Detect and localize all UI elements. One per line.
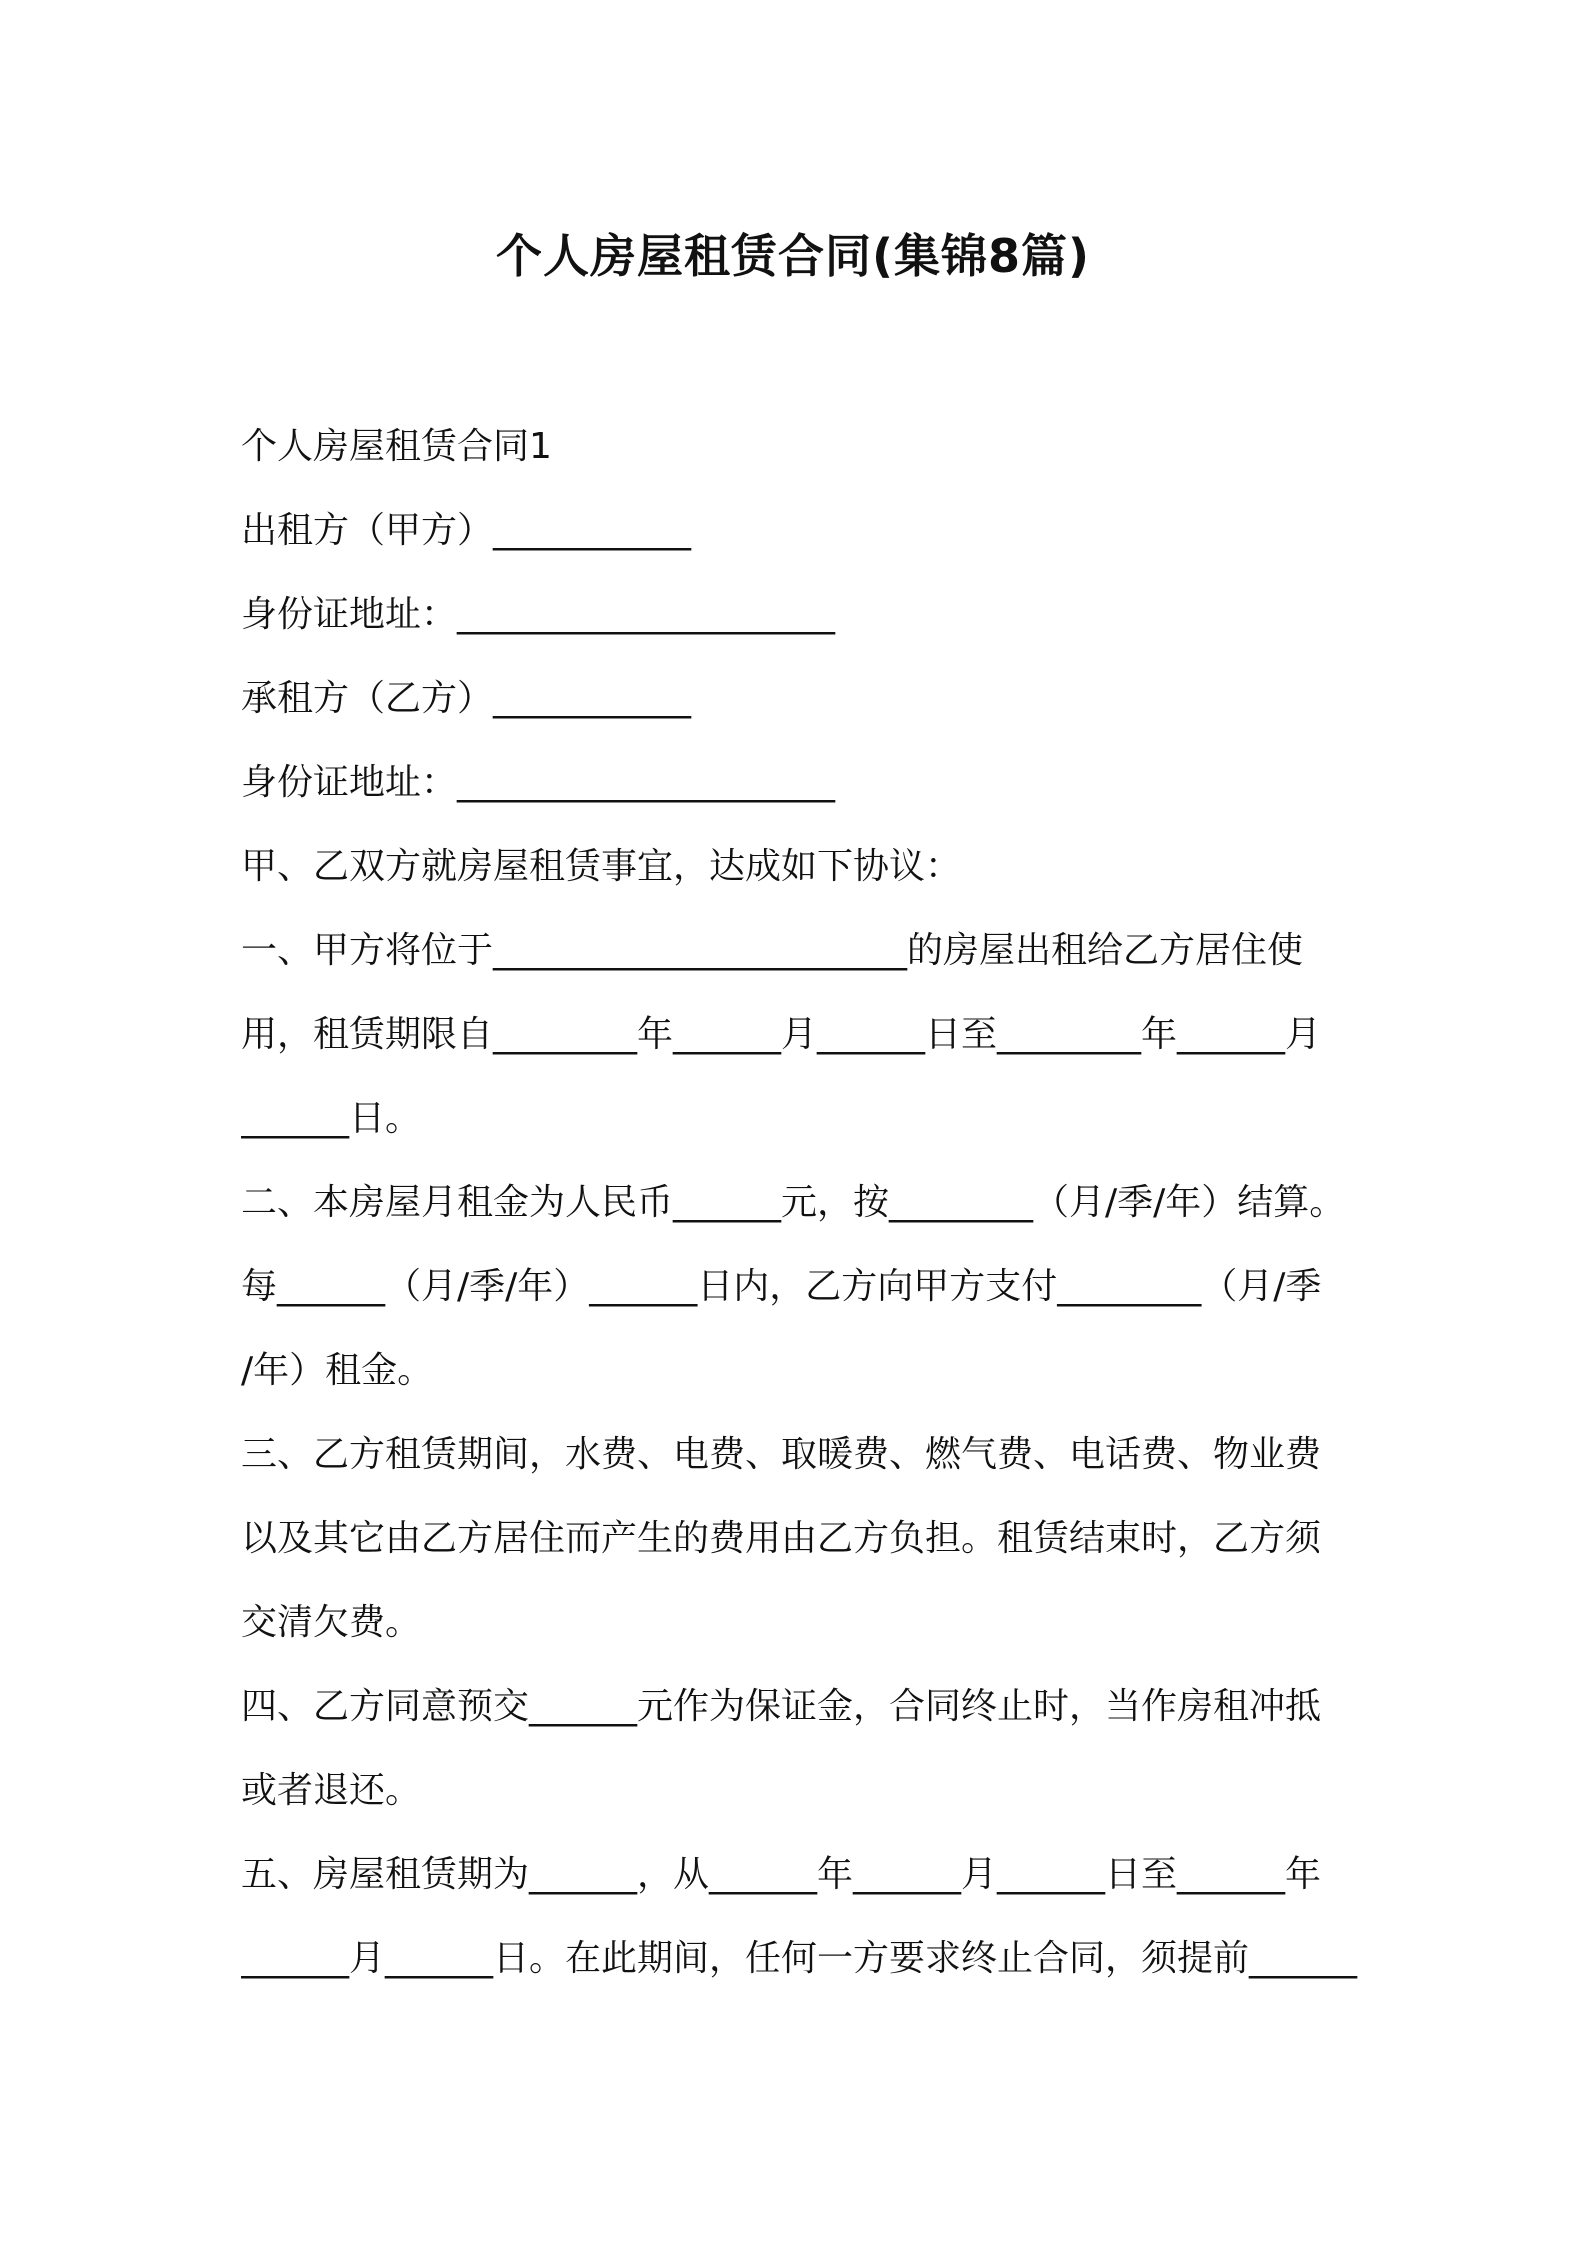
document-title: 个人房屋租赁合同(集锦8篇) xyxy=(495,229,1091,283)
clause-2-line-3: /年）租金。 xyxy=(241,1350,434,1391)
lessee-id-address-line: 身份证地址：_____________________ xyxy=(241,762,836,803)
agreement-intro-line: 甲、乙双方就房屋租赁事宜，达成如下协议： xyxy=(241,846,962,887)
lessor-line: 出租方（甲方）___________ xyxy=(241,510,692,551)
clause-3-line-3: 交清欠费。 xyxy=(241,1602,422,1643)
clause-2-line-1: 二、本房屋月租金为人民币______元，按________（月/季/年）结算。 xyxy=(241,1182,1346,1223)
section-heading: 个人房屋租赁合同1 xyxy=(241,426,552,467)
clause-5-line-2: ______月______日。在此期间，任何一方要求终止合同，须提前______ xyxy=(241,1938,1358,1979)
clause-1-line-1: 一、甲方将位于_______________________的房屋出租给乙方居住使 xyxy=(241,930,1304,971)
clause-5-line-1: 五、房屋租赁期为______，从______年______月______日至______年 xyxy=(241,1854,1322,1895)
clause-3-line-1: 三、乙方租赁期间，水费、电费、取暖费、燃气费、电话费、物业费 xyxy=(241,1434,1322,1475)
clause-3-line-2: 以及其它由乙方居住而产生的费用由乙方负担。租赁结束时，乙方须 xyxy=(241,1518,1322,1559)
document-body xyxy=(241,405,1381,2001)
lessor-id-address-line: 身份证地址：_____________________ xyxy=(241,594,836,635)
clause-4-line-2: 或者退还。 xyxy=(241,1770,422,1811)
lessee-line: 承租方（乙方）___________ xyxy=(241,678,692,719)
clause-1-line-2: 用，租赁期限自________年______月______日至________年______月 xyxy=(241,1014,1322,1055)
clause-1-line-3: ______日。 xyxy=(241,1098,422,1139)
clause-4-line-1: 四、乙方同意预交______元作为保证金，合同终止时，当作房租冲抵 xyxy=(241,1686,1322,1727)
clause-2-line-2: 每______（月/季/年）______日内，乙方向甲方支付________（月/季 xyxy=(241,1266,1322,1307)
